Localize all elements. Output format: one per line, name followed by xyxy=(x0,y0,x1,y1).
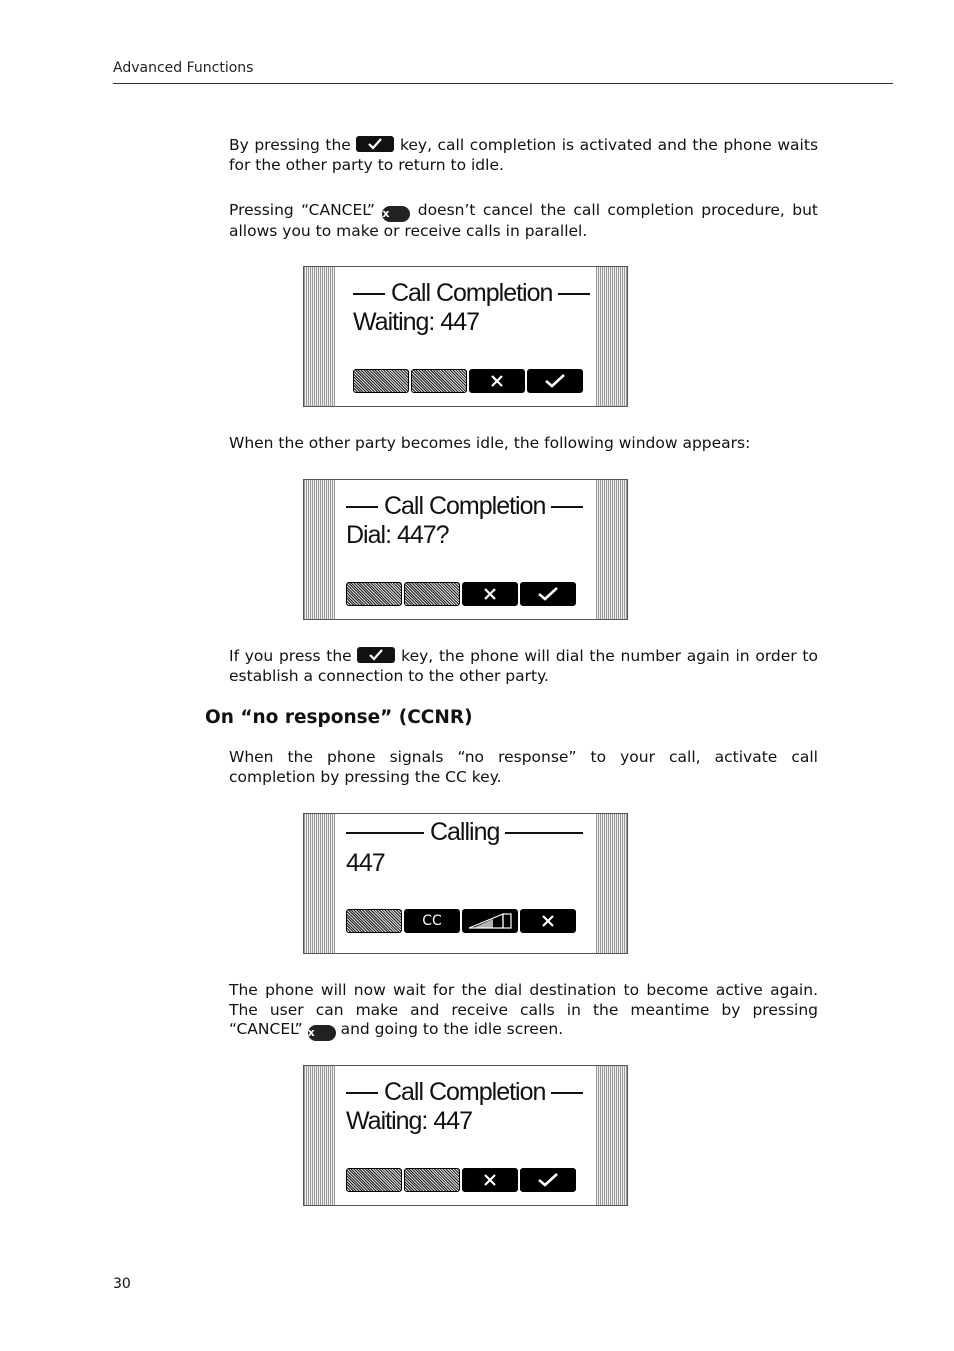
phone-screen-waiting-2 xyxy=(303,1065,628,1206)
check-icon xyxy=(520,1168,576,1192)
softkey-blank xyxy=(353,369,409,393)
check-icon xyxy=(527,369,583,393)
cross-icon xyxy=(462,582,518,606)
cross-icon xyxy=(462,1168,518,1192)
signal-icon xyxy=(462,909,518,933)
screen-status-line: Dial: 447? xyxy=(346,521,449,549)
softkey-blank xyxy=(404,582,460,606)
running-header: Advanced Functions xyxy=(113,60,254,76)
screen-status-line: Waiting: 447 xyxy=(346,1107,473,1135)
screen-title: Call Completion xyxy=(346,1078,583,1107)
phone-screen-calling xyxy=(303,813,628,954)
softkey-blank xyxy=(411,369,467,393)
phone-screen-waiting xyxy=(303,266,628,407)
page-number: 30 xyxy=(113,1276,131,1292)
softkey-bar xyxy=(353,369,583,393)
softkey-cc: CC xyxy=(404,909,460,933)
softkey-blank xyxy=(346,582,402,606)
softkey-bar xyxy=(346,909,576,933)
paragraph-dial-again: If you press the key, the phone will dial the number again in order to establish a connection to the other party. xyxy=(229,647,818,685)
paragraph-cancel: Pressing “CANCEL” x doesn’t cancel the call completion procedure, but allows you to make or receive calls in parallel. xyxy=(229,201,819,240)
check-key-icon xyxy=(357,647,395,663)
cross-icon xyxy=(469,369,525,393)
phone-screen-dial xyxy=(303,479,628,620)
paragraph-no-response: When the phone signals “no response” to your call, activate call completion by pressing the CC key. xyxy=(229,748,818,786)
softkey-blank xyxy=(346,909,402,933)
check-key-icon xyxy=(356,136,394,152)
cross-icon xyxy=(520,909,576,933)
softkey-blank xyxy=(404,1168,460,1192)
section-heading: On “no response” (CCNR) xyxy=(205,707,473,728)
header-rule xyxy=(113,83,893,84)
paragraph-wait-destination: The phone will now wait for the dial destination to become active again. The user can make and receive calls in the meantime by pressing “CANCEL” x and going to the idle screen. xyxy=(229,981,818,1039)
check-icon xyxy=(520,582,576,606)
screen-status-line: Waiting: 447 xyxy=(353,308,480,336)
paragraph-check-key: By pressing the key, call completion is activated and the phone waits for the other party to return to idle. xyxy=(229,136,819,174)
screen-title: Calling xyxy=(346,818,583,847)
screen-status-line: 447 xyxy=(346,849,385,877)
screen-title: Call Completion xyxy=(353,279,590,308)
softkey-bar xyxy=(346,582,576,606)
softkey-blank xyxy=(346,1168,402,1192)
paragraph-idle: When the other party becomes idle, the following window appears: xyxy=(229,434,751,452)
softkey-bar xyxy=(346,1168,576,1192)
screen-title: Call Completion xyxy=(346,492,583,521)
cancel-key-icon: x xyxy=(382,206,410,222)
cancel-key-icon: x xyxy=(308,1025,336,1041)
